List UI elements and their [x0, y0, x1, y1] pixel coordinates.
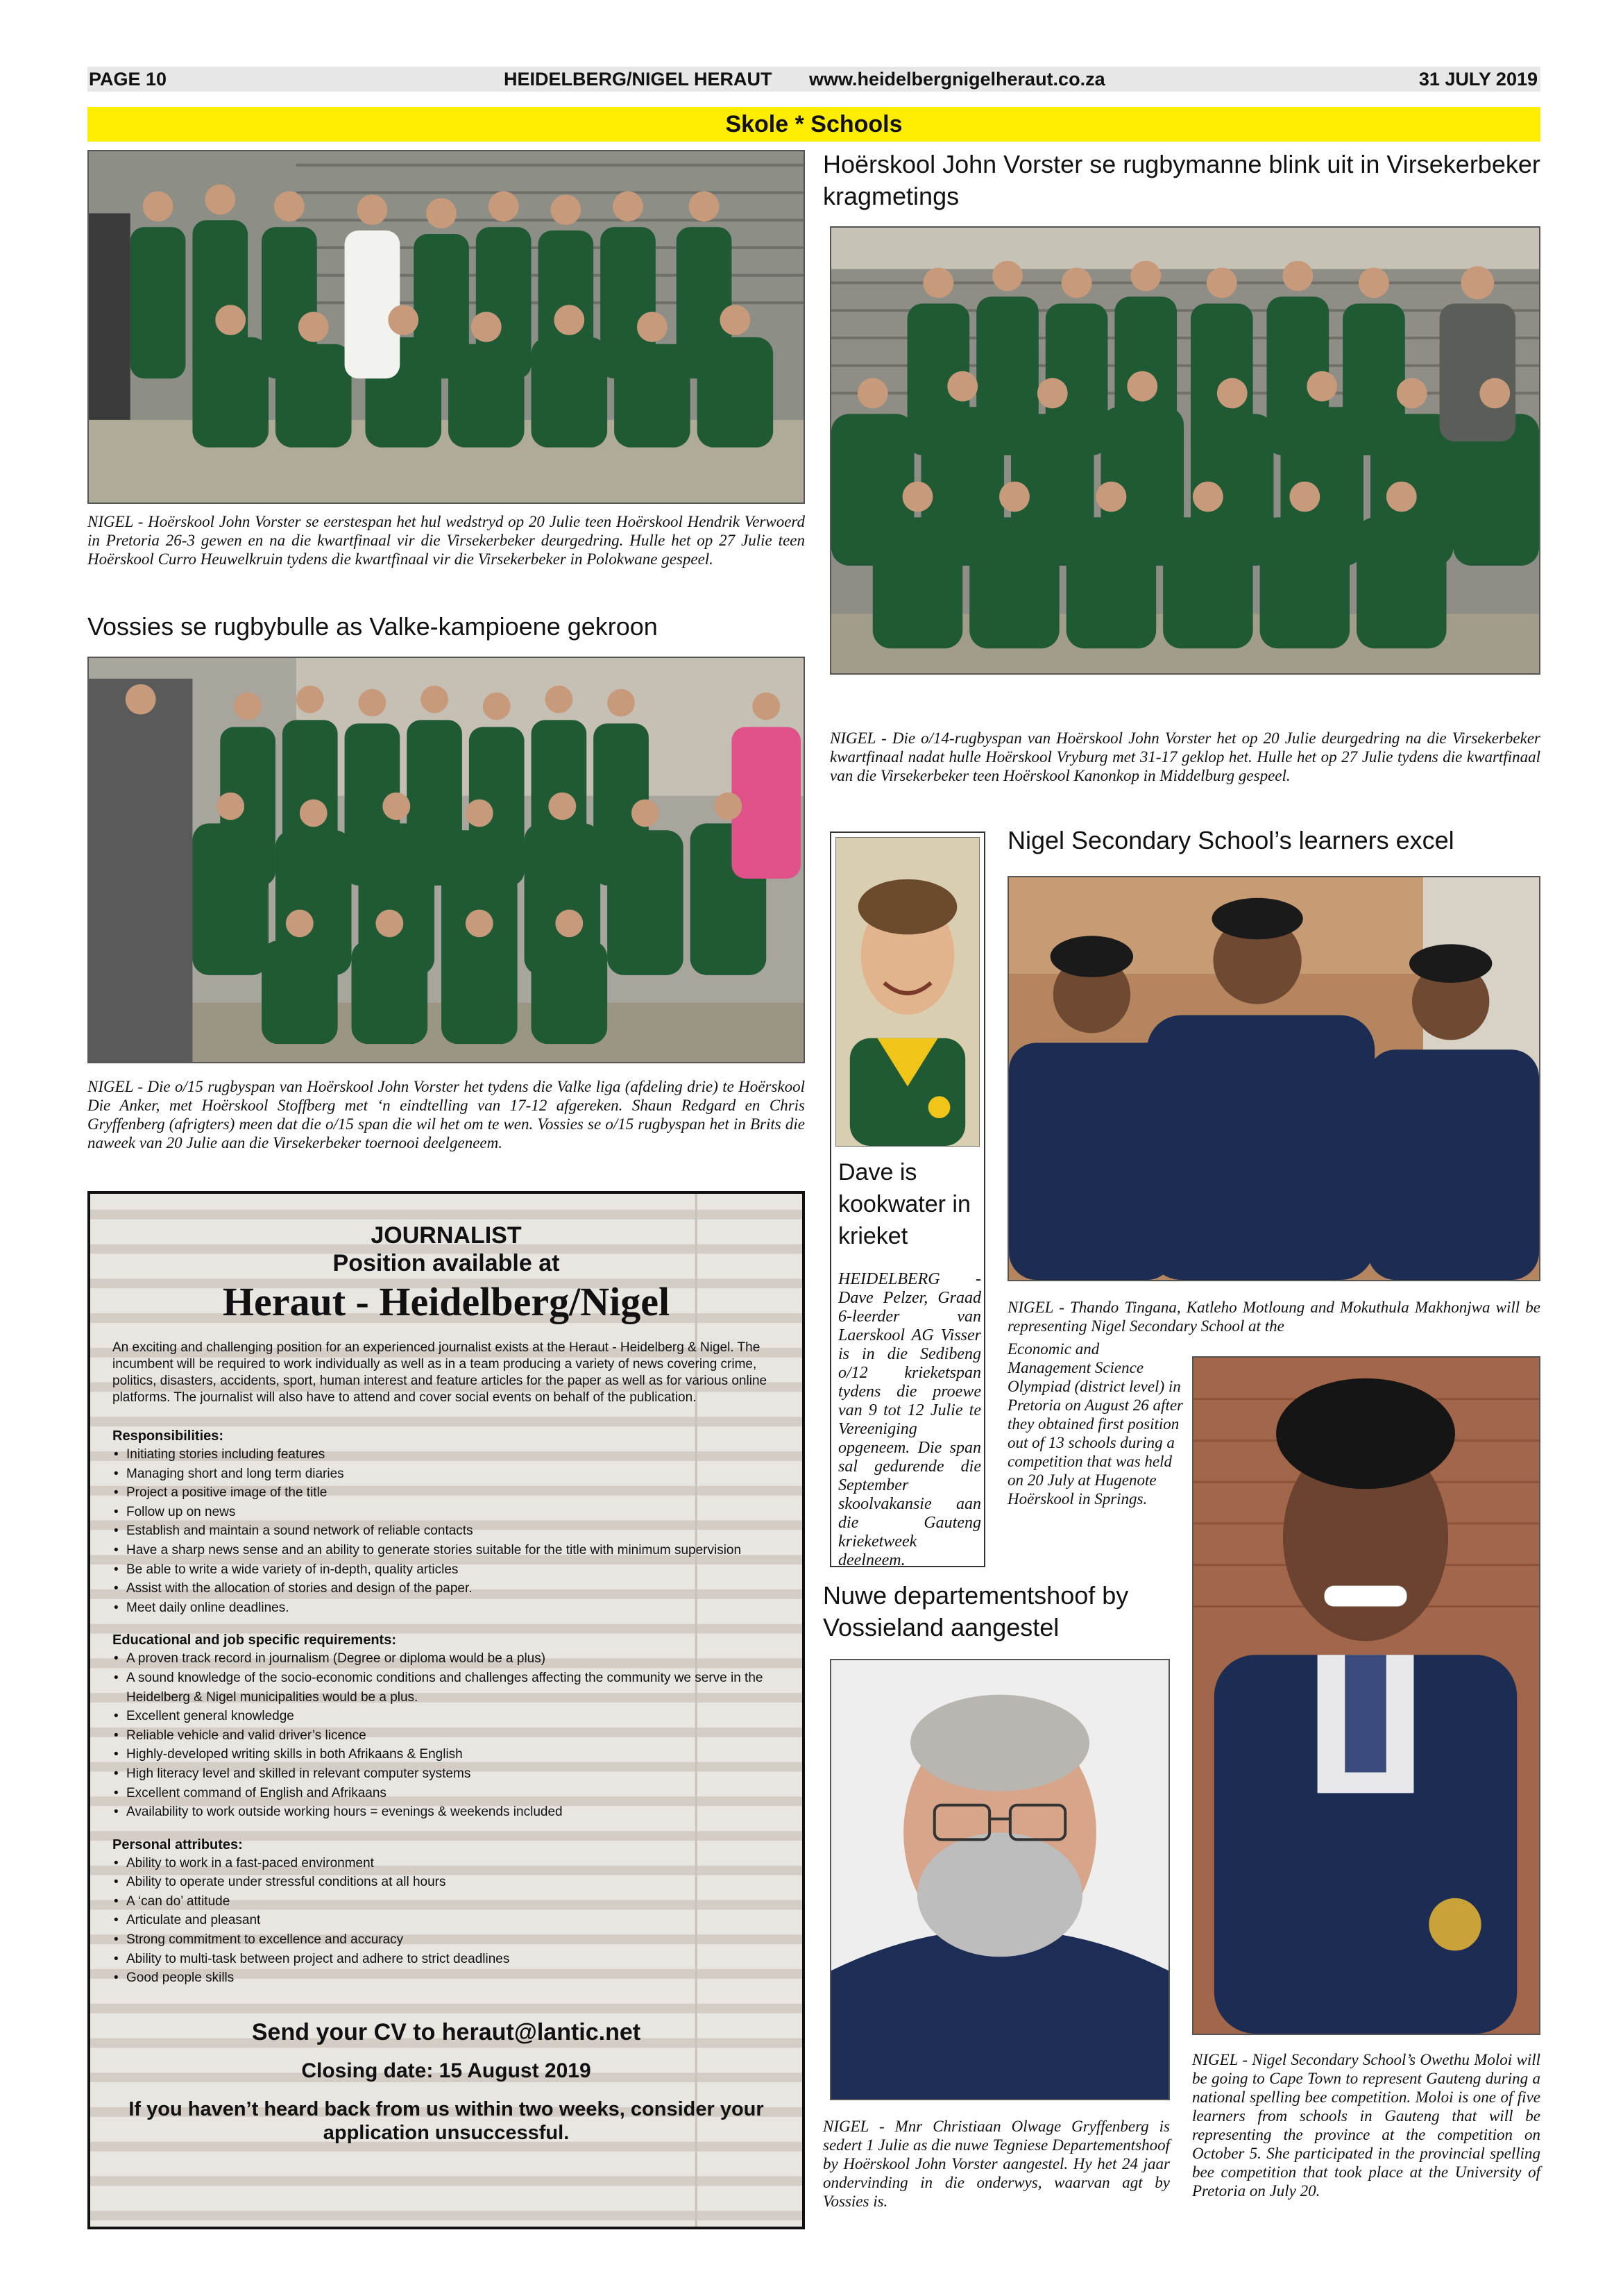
u14-headline: Hoërskool John Vorster se rugbymanne blink uit in Virsekerbeker kragmetings — [823, 150, 1540, 210]
ad-title: Heraut - Heidelberg/Nigel — [222, 1279, 670, 1324]
ad-responsibilities-heading: Responsibilities: — [112, 1428, 224, 1444]
page-header — [87, 67, 1540, 92]
list-item: • Articulate and pleasant — [112, 1911, 780, 1930]
issue-date: 31 JULY 2019 — [1418, 69, 1538, 90]
list-item: • A sound knowledge of the socio-economic conditions and challenges affecting the community we serve in the Heidelberg & Nigel municipalities would be a plus. — [112, 1669, 780, 1707]
paper-name: HEIDELBERG/NIGEL HERAUT — [504, 69, 772, 90]
ad-closing-date: Closing date: 15 August 2019 — [301, 2059, 591, 2082]
journalist-job-advert — [87, 1191, 805, 2229]
list-item: • Ability to operate under stressful conditions at all hours — [112, 1873, 780, 1892]
list-item: • Strong commitment to excellence and accuracy — [112, 1930, 780, 1950]
list-item: • Be able to write a wide variety of in-depth, quality articles — [112, 1560, 780, 1580]
u15-caption: NIGEL - Die o/15 rugbyspan van Hoërskool John Vorster het tydens die Valke liga (afdeling drie) te Hoërskool Die Anker, met Hoërskool Stoffberg met ‘n eindtelling van 17-12 afgereken. Shaun Redgard en Chris Gryffenberg (afrigters) meen dat die o/15 span die wil het om te wen. Vossies se o/15 rugbyspan het in Brits die naweek van 20 Julie aan die Virsekerbeker toernooi deelgeneem. — [87, 1078, 805, 1151]
list-item: • Good people skills — [112, 1968, 780, 1988]
nigelsec-caption-top: NIGEL - Thando Tingana, Katleho Motloung and Mokuthula Makhonjwa will be representing Nigel Secondary School at the — [1008, 1299, 1540, 1335]
list-item: • Managing short and long term diaries — [112, 1464, 780, 1484]
list-item: • Highly-developed writing skills in both Afrikaans & English — [112, 1745, 780, 1764]
list-item: • Have a sharp news sense and an ability to generate stories suitable for the title with minimum supervision — [112, 1541, 780, 1560]
nigelsec-headline: Nigel Secondary School’s learners excel — [1008, 826, 1454, 854]
list-item: • Excellent general knowledge — [112, 1707, 780, 1726]
list-item: • A proven track record in journalism (Degree or diploma would be a plus) — [112, 1649, 780, 1669]
hod-photo — [830, 1659, 1170, 2100]
ad-responsibilities-list — [112, 1445, 780, 1617]
ad-attributes-list — [112, 1854, 780, 1988]
dave-photo — [835, 837, 980, 1147]
list-item: • Project a positive image of the title — [112, 1483, 780, 1503]
ad-attributes-heading: Personal attributes: — [112, 1837, 243, 1852]
list-item: • Ability to work in a fast-paced environment — [112, 1854, 780, 1873]
dave-headline: Dave is kookwater in krieket — [838, 1159, 971, 1249]
spelling-bee-caption: NIGEL - Nigel Secondary School’s Owethu Moloi will be going to Cape Town to represent Gauteng during a national spelling bee competition. Moloi is one of five learners from schools in Gauteng that will be representing the province at the competition on October 5. She participated in the provincial spelling bee competition that took place at the University of Pretoria on July 20. — [1192, 2051, 1540, 2200]
dave-brief-box — [830, 832, 985, 1567]
paper-url[interactable]: www.heidelbergnigelheraut.co.za — [809, 69, 1105, 90]
list-item: • Availability to work outside working hours = evenings & weekends included — [112, 1803, 780, 1822]
ad-intro: An exciting and challenging position for an experienced journalist exists at the Heraut - Heidelberg & Nigel. The incumbent will be required to work individually as well as in a team producing a variety of news covering crime, politics, disasters, accidents, sport, human interest and feature articles for the paper as well as for various online platforms. The journalist will also have to attend and cover social events on behalf of the publication. — [112, 1340, 767, 1405]
u15-headline: Vossies se rugbybulle as Valke-kampioene gekroon — [87, 612, 658, 641]
ad-send-cv[interactable]: Send your CV to heraut@lantic.net — [251, 2018, 641, 2045]
list-item: • Reliable vehicle and valid driver’s licence — [112, 1726, 780, 1746]
nigelsec-learners-photo — [1008, 876, 1540, 1281]
ad-requirements-heading: Educational and job specific requirements: — [112, 1632, 396, 1648]
first-team-photo — [87, 150, 805, 504]
u14-team-photo — [830, 226, 1540, 675]
list-item: • Excellent command of English and Afrikaans — [112, 1784, 780, 1803]
list-item: • Ability to multi-task between project and adhere to strict deadlines — [112, 1950, 780, 1969]
list-item: • Assist with the allocation of stories and design of the paper. — [112, 1579, 780, 1598]
dave-text: HEIDELBERG - Dave Pelzer, Graad 6-leerder van Laerskool AG Visser is in die Sedibeng o/12 krieketspan tydens die proewe van 9 tot 12 Julie te Vereeniging opgeneem. Die span sal gedurende die September skoolvakansie aan die Gauteng krieketweek deelneem. — [838, 1270, 981, 1569]
first-team-caption: NIGEL - Hoërskool John Vorster se eerstespan het hul wedstryd op 20 Julie teen Hoërskool Hendrik Verwoerd in Pretoria 26-3 gewen en na die kwartfinaal vir die Virsekerbeker deurgedring. Hulle het op 27 Julie teen Hoërskool Curro Heuwelkruin tydens die kwartfinaal vir die Virsekerbeker in Polokwane gespeel. — [87, 513, 805, 568]
nigelsec-caption-rest: Economic and Management Science Olympiad (district level) in Pretoria on August 26 after they obtained first position out of 13 schools during a competition that was held on 20 July at Hugenote Hoërskool in Springs. — [1008, 1340, 1183, 1508]
list-item: • High literacy level and skilled in relevant computer systems — [112, 1764, 780, 1784]
list-item: • Meet daily online deadlines. — [112, 1598, 780, 1618]
hod-headline: Nuwe departementshoof by Vossieland aangestel — [823, 1581, 1129, 1641]
hod-caption: NIGEL - Mnr Christiaan Olwage Gryffenberg is sedert 1 Julie as die nuwe Tegniese Departementshoof by Hoërskool John Vorster aangestel. Hy het 24 jaar ondervinding in die onderwys, waarvan agt by Vossies is. — [823, 2118, 1170, 2210]
ad-kicker-role: JOURNALIST — [371, 1222, 522, 1249]
u14-caption: NIGEL - Die o/14-rugbyspan van Hoërskool John Vorster het op 20 Julie deurgedring na die Virsekerbeker kwartfinaal nadat hulle Hoërskool Vryburg met 31-17 geklop het. Hulle het op 27 Julie tydens die kwartfinaal van die Virsekerbeker teen Hoërskool Kanonkop in Middelburg gespeel. — [830, 729, 1540, 784]
ad-requirements-list — [112, 1649, 780, 1821]
ad-unsuccessful-note: If you haven’t heard back from us within two weeks, consider your application unsuccessful. — [128, 2097, 764, 2144]
list-item: • Initiating stories including features — [112, 1445, 780, 1464]
ad-kicker-position: Position available at — [332, 1250, 560, 1276]
list-item: • Establish and maintain a sound network of reliable contacts — [112, 1521, 780, 1541]
page-number: PAGE 10 — [89, 69, 167, 90]
u15-team-photo — [87, 657, 805, 1063]
section-band: Skole * Schools — [87, 107, 1540, 142]
list-item: • Follow up on news — [112, 1503, 780, 1522]
list-item: • A ‘can do’ attitude — [112, 1892, 780, 1911]
spelling-bee-photo — [1192, 1356, 1540, 2035]
